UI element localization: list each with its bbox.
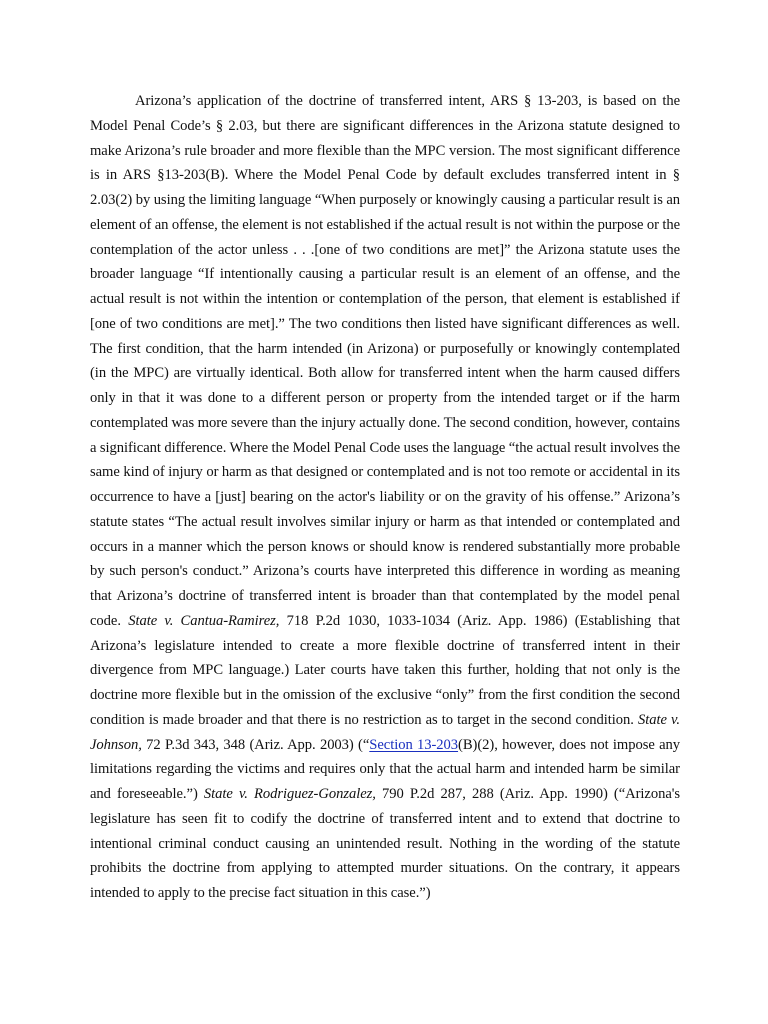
paragraph-text-1: Arizona’s application of the doctrine of transferred intent, ARS § 13-203, is based on the Model Penal Code’s § 2.03, but there are significant differences in the Arizona statute designed to make Arizona’s rule broader and more flexible than the MPC version. The most significant difference is in ARS §13-203(B). Where the Model Penal Code by default excludes transferred intent in § 2.03(2) by using the limiting language “When purposely or knowingly causing a particular result is an element of an offense, the element is not established if the actual result is not within the purpose or the contemplation of the actor unless . . .[one of two conditions are met]” the Arizona statute uses the broader language “If intentionally causing a particular result is an element of an offense, and the actual result is not within the intention or contemplation of the person, that element is established if [one of two conditions are met].” The two conditions then listed have significant differences as well. The first condition, that the harm intended (in Arizona) or purposefully or knowingly contemplated (in the MPC) are virtually identical. Both allow for transferred intent when the harm caused differs only in that it was done to a different person or property from the intended target or if the harm contemplated was more severe than the injury actually done. The second condition, however, contains a significant difference. Where the Model Penal Code uses the language “the actual result involves the same kind of injury or harm as that designed or contemplated and is not too remote or accidental in its occurrence to have a [just] bearing on the actor's liability or on the gravity of his offense.” Arizona’s statute states “The actual result involves similar injury or harm as that intended or contemplated and occurs in a manner which the person knows or should know is rendered substantially more probable by such person's conduct.” Arizona’s courts have interpreted this difference in wording as meaning that Arizona’s doctrine of transferred intent is broader than that contemplated by the model penal code. [90,93,680,629]
document-page [90,89,680,906]
case-citation-cantua-ramirez: State v. Cantua-Ramirez, [128,612,280,629]
case-citation-rodriguez-gonzalez: State v. Rodriguez-Gonzalez, [203,786,376,802]
paragraph-text-3: 72 P.3d 343, 348 (Ariz. App. 2003) (“ [141,736,370,753]
paragraph-text-4: (B)(2), however, does not impose any limitations regarding the victims and requires only that the actual harm and intended harm be similar and foreseeable.”) [90,736,680,802]
paragraph-text-5: 790 P.2d 287, 288 (Ariz. App. 1990) (“Arizona's legislature has seen fit to codify the doctrine of transferred intent and to extend that doctrine to intentional criminal conduct causing an unintended result. Nothing in the wording of the statute prohibits the doctrine from applying to attempted murder situations. On the contrary, it appears intended to apply to the precise fact situation in this case.”) [90,786,680,901]
paragraph-text-2: 718 P.2d 1030, 1033-1034 (Ariz. App. 1986) (Establishing that Arizona’s legislature intended to create a more flexible doctrine of transferred intent in their divergence from MPC language.) Later courts have taken this further, holding that not only is the doctrine more flexible but in the omission of the exclusive “only” from the first condition the second condition is made broader and that there is no restriction as to target in the second condition. [90,612,680,728]
body-paragraph [90,89,680,906]
section-13-203-link[interactable]: Section 13-203 [369,736,459,753]
case-citation-johnson: State v. Johnson, [90,711,680,753]
